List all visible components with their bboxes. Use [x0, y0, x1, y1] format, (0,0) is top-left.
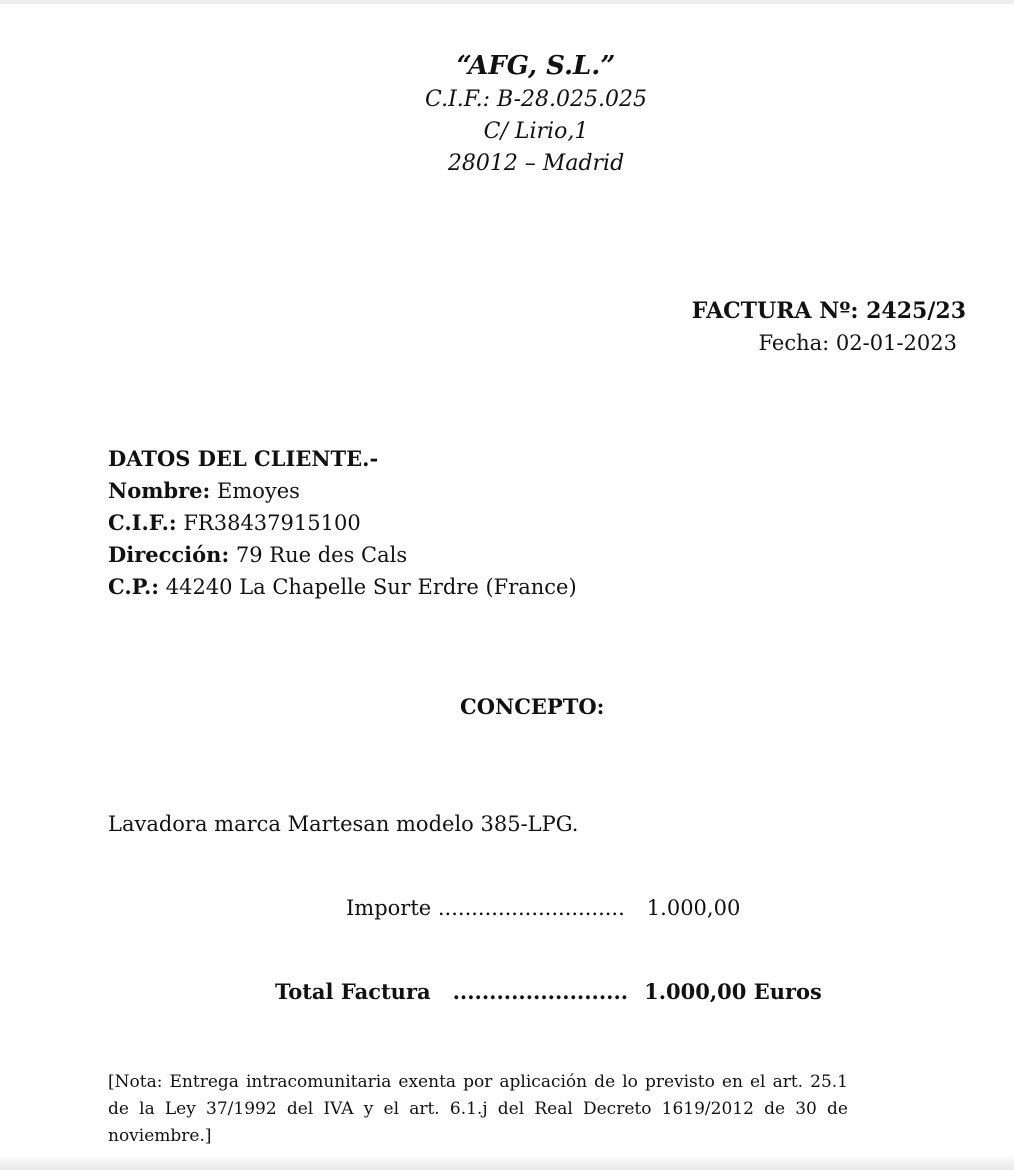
client-cp-value: 44240 La Chapelle Sur Erdre (France): [165, 575, 577, 599]
invoice-number: FACTURA Nº: 2425/23: [691, 298, 966, 324]
client-cp-row: [108, 571, 577, 603]
client-name-row: [108, 475, 577, 507]
page-bottom-edge: [0, 1154, 1014, 1170]
concept-description: Lavadora marca Martesan modelo 385-LPG.: [108, 812, 579, 836]
client-cif-value: FR38437915100: [183, 511, 361, 535]
total-dots: ........................: [452, 979, 629, 1004]
company-street: C/ Lirio,1: [483, 119, 589, 144]
total-value: 1.000,00 Euros: [644, 979, 822, 1004]
amount-row: [346, 893, 740, 923]
page-top-edge: [0, 0, 1014, 4]
total-label: Total Factura: [275, 979, 431, 1004]
company-city: 28012 – Madrid: [447, 151, 625, 176]
client-name-label: Nombre:: [108, 478, 211, 503]
amount-value: 1.000,00: [646, 896, 741, 920]
total-row: [275, 977, 822, 1007]
concept-heading: CONCEPTO:: [460, 694, 605, 719]
client-cif-row: [108, 507, 577, 539]
client-cp-label: C.P.:: [108, 574, 160, 599]
amount-label: Importe ............................: [346, 896, 625, 920]
client-address-value: 79 Rue des Cals: [235, 543, 408, 567]
legal-note: [Nota: Entrega intracomunitaria exenta por aplicación de lo previsto en el art. 25.1 de la Ley 37/1992 del IVA y el art. 6.1.j del Real Decreto 1619/2012 de 30 de noviembre.]: [108, 1072, 848, 1146]
client-address-label: Dirección:: [108, 542, 230, 567]
company-name: “AFG, S.L.”: [456, 51, 616, 81]
company-cif: C.I.F.: B-28.025.025: [425, 87, 647, 112]
client-address-row: [108, 539, 577, 571]
client-name-value: Emoyes: [216, 479, 300, 503]
client-heading: DATOS DEL CLIENTE.-: [108, 446, 379, 471]
invoice-date: Fecha: 02-01-2023: [758, 331, 957, 355]
client-cif-label: C.I.F.:: [108, 510, 177, 535]
company-header: [300, 48, 772, 180]
client-data: [108, 443, 577, 603]
invoice-info: [692, 295, 964, 359]
